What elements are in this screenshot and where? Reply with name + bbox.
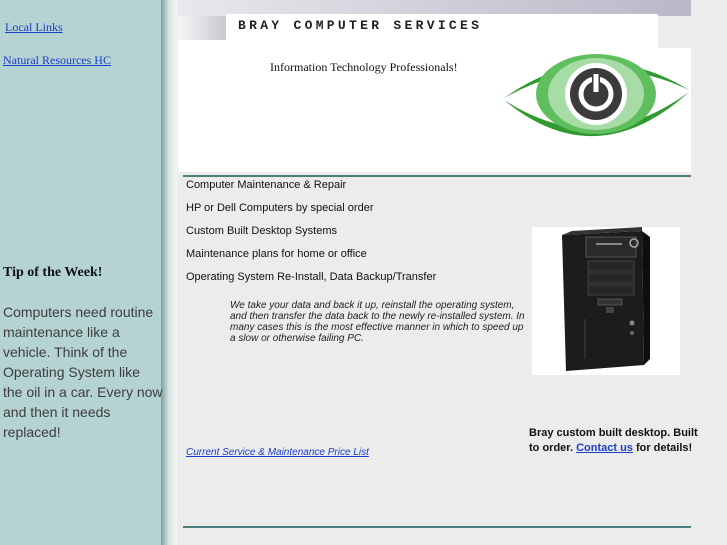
tip-title: Tip of the Week! — [3, 265, 103, 280]
service-description: We take your data and back it up, reinstall the operating system, and then transfer the data back to the newly re-installed system. In many cases this is the most effective manner in which to speed up a slow or otherwise failing PC. — [230, 300, 525, 344]
tip-body: Computers need routine maintenance like a vehicle. Think of the Operating System like the oil in a car. Every now and then it needs replaced! — [3, 304, 163, 440]
power-eye-logo-icon — [502, 48, 691, 172]
caption-text-end: for details! — [632, 442, 693, 454]
site-title: BRAY COMPUTER SERVICES — [238, 18, 483, 33]
service-item: Maintenance plans for home or office — [186, 248, 367, 260]
service-item: Operating System Re-Install, Data Backup/Transfer — [186, 271, 437, 283]
product-caption — [529, 426, 699, 456]
header-gradient — [178, 16, 226, 40]
service-item: Computer Maintenance & Repair — [186, 179, 347, 191]
price-list-link[interactable]: Current Service & Maintenance Price List — [186, 447, 369, 458]
bottom-divider — [183, 526, 691, 528]
natural-resources-link[interactable]: Natural Resources HC — [3, 53, 111, 67]
service-item: HP or Dell Computers by special order — [186, 202, 374, 214]
service-item: Custom Built Desktop Systems — [186, 225, 337, 237]
contact-us-link[interactable]: Contact us — [576, 442, 633, 454]
sidebar-shadow — [161, 0, 177, 545]
local-links-link[interactable]: Local Links — [5, 20, 63, 34]
logo-area — [502, 48, 691, 172]
desktop-tower-image — [532, 227, 680, 375]
site-subtitle: Information Technology Professionals! — [270, 60, 458, 74]
desktop-tower-icon — [532, 227, 680, 375]
caption-text: Bray custom built desktop. Built to order. — [529, 427, 698, 454]
top-divider — [183, 175, 691, 177]
